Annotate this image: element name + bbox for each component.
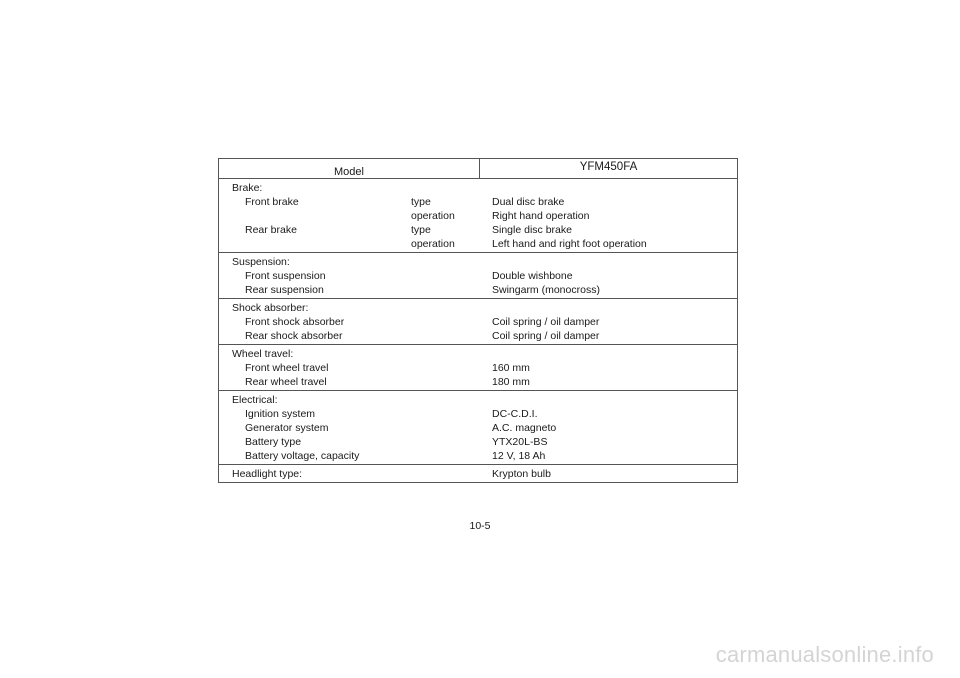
row-title: Electrical:	[232, 394, 278, 406]
table-row	[219, 449, 737, 463]
watermark: carmanualsonline.info	[715, 642, 934, 667]
row-value: Single disc brake	[492, 224, 572, 236]
table-row	[219, 435, 737, 449]
spec-table	[218, 158, 738, 483]
row-subtitle: Rear shock absorber	[245, 330, 343, 342]
model-label: Model	[219, 159, 480, 178]
row-aspect: operation	[411, 238, 455, 250]
table-row	[219, 375, 737, 389]
spec-group	[219, 465, 737, 482]
spec-group	[219, 299, 737, 345]
row-value: 180 mm	[492, 376, 530, 388]
row-subtitle: Ignition system	[245, 408, 316, 420]
row-subtitle: Generator system	[245, 422, 329, 434]
row-subtitle: Front suspension	[245, 270, 326, 282]
row-aspect: type	[411, 224, 431, 236]
spec-groups	[219, 179, 737, 482]
table-row	[219, 467, 737, 481]
row-value: Krypton bulb	[492, 468, 551, 480]
table-row	[219, 237, 737, 251]
row-title: Wheel travel:	[232, 348, 294, 360]
page-number: 10-5	[469, 520, 491, 532]
row-subtitle: Rear suspension	[245, 284, 324, 296]
row-value: Left hand and right foot operation	[492, 238, 647, 250]
spec-group	[219, 391, 737, 465]
row-subtitle: Battery type	[245, 436, 302, 448]
spec-group	[219, 253, 737, 299]
row-title: Brake:	[232, 182, 263, 194]
table-row	[219, 301, 737, 315]
row-title: Suspension:	[232, 256, 290, 268]
row-subtitle: Front shock absorber	[245, 316, 345, 328]
table-row	[219, 407, 737, 421]
spec-group	[219, 179, 737, 253]
row-value: Swingarm (monocross)	[492, 284, 600, 296]
row-value: 160 mm	[492, 362, 530, 374]
table-row	[219, 393, 737, 407]
row-value: Double wishbone	[492, 270, 573, 282]
row-value: Dual disc brake	[492, 196, 565, 208]
table-row	[219, 209, 737, 223]
table-row	[219, 347, 737, 361]
row-aspect: type	[411, 196, 431, 208]
row-value: DC-C.D.I.	[492, 408, 538, 420]
table-row	[219, 181, 737, 195]
model-value: YFM450FA	[579, 161, 638, 173]
table-row	[219, 361, 737, 375]
table-row	[219, 315, 737, 329]
table-row	[219, 283, 737, 297]
table-header	[219, 159, 737, 179]
table-row	[219, 255, 737, 269]
table-row	[219, 223, 737, 237]
spec-group	[219, 345, 737, 391]
row-value: Coil spring / oil damper	[492, 316, 600, 328]
row-subtitle: Front brake	[245, 196, 299, 208]
row-value: YTX20L-BS	[492, 436, 548, 448]
row-value: 12 V, 18 Ah	[492, 450, 546, 462]
table-row	[219, 329, 737, 343]
row-title: Headlight type:	[232, 468, 303, 480]
row-subtitle: Rear brake	[245, 224, 297, 236]
row-subtitle: Front wheel travel	[245, 362, 329, 374]
row-value: Coil spring / oil damper	[492, 330, 600, 342]
table-row	[219, 421, 737, 435]
row-title: Shock absorber:	[232, 302, 309, 314]
row-aspect: operation	[411, 210, 455, 222]
row-value: A.C. magneto	[492, 422, 557, 434]
table-row	[219, 195, 737, 209]
row-subtitle: Rear wheel travel	[245, 376, 327, 388]
row-subtitle: Battery voltage, capacity	[245, 450, 360, 462]
row-value: Right hand operation	[492, 210, 590, 222]
table-row	[219, 269, 737, 283]
